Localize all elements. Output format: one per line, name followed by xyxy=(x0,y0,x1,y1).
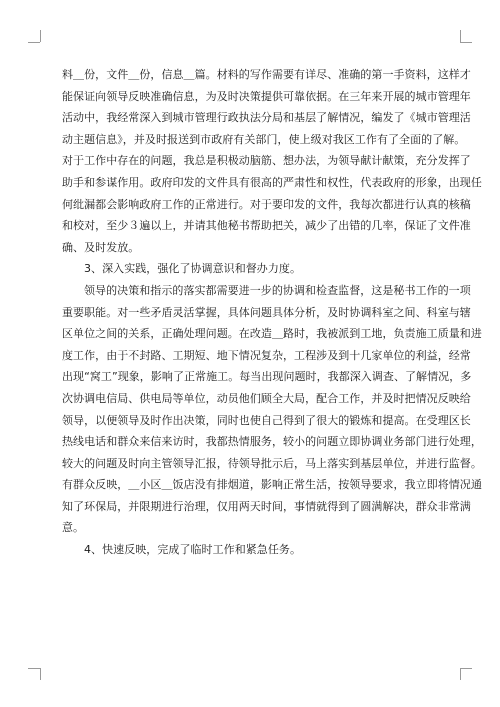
text-line: 助手和参谋作用。政府印发的文件具有很高的严肃性和权性，代表政府的形象，出现任 xyxy=(62,175,482,189)
crop-mark-top-left xyxy=(40,30,41,42)
text-line: 意。 xyxy=(62,521,85,535)
crop-mark-top-right xyxy=(460,30,461,42)
text-line: 出现“窝工”现象，影响了正常施工。每当出现问题时，我都深入调查、了解情况，多 xyxy=(62,370,472,384)
crop-mark-bottom-right xyxy=(460,668,461,680)
text-line: 较大的问题及时向主管领导汇报，待领导批示后，马上落实到基层单位，并进行监督。 xyxy=(62,456,482,470)
crop-mark-top-right xyxy=(460,42,472,43)
text-line: 热线电话和群众来信来访时，我都热情服务，较小的问题立即协调业务部门进行处理， xyxy=(62,435,482,449)
text-line: 领导，以便领导及时作出决策，同时也使自己得到了很大的锻炼和提高。在受理区长 xyxy=(62,413,471,427)
text-line: 领导的决策和指示的落实都需要进一步的协调和检查监督，这是秘书工作的一项 xyxy=(84,283,471,297)
text-line: 和校对，至少３遍以上，并请其他秘书帮助把关，减少了出错的几率，保证了文件准 xyxy=(62,219,471,233)
text-line: 动主题信息》，并及时报送到市政府有关部门，使上级对我区工作有了全面的了解。 xyxy=(62,132,466,146)
crop-mark-top-left xyxy=(28,42,40,43)
text-line: 有群众反映，＿小区＿饭店没有排烟道，影响正常生活，按领导要求，我立即将情况通 xyxy=(62,478,482,492)
text-line: 度工作，由于不封路、工期短、地下情况复杂，工程涉及到十几家单位的利益，经常 xyxy=(62,348,471,362)
document-body xyxy=(62,64,482,561)
text-line: 活动中，我经常深入到城市管理行政执法分局和基层了解情况，编发了《城市管理活 xyxy=(62,111,471,125)
text-line: 何纰漏都会影响政府工作的正常进行。对于要印发的文件，我每次都进行认真的核稿 xyxy=(62,197,471,211)
crop-mark-bottom-left xyxy=(28,668,40,669)
text-line: 能保证向领导反映准确信息，为及时决策提供可靠依据。在三年来开展的城市管理年 xyxy=(62,89,471,103)
text-line: 对于工作中存在的问题，我总是积极动脑筋、想办法，为领导献计献策，充分发挥了 xyxy=(62,154,471,168)
section-heading: 3、深入实践，强化了协调意识和督办力度。 xyxy=(84,262,301,276)
text-line: 知了环保局，并限期进行治理，仅用两天时间，事情就得到了圆满解决，群众非常满 xyxy=(62,499,471,513)
text-line: 区单位之间的关系，正确处理问题。在改造＿路时，我被派到工地，负责施工质量和进 xyxy=(62,327,482,341)
text-line: 次协调电信局、供电局等单位，动员他们顾全大局，配合工作，并及时把情况反映给 xyxy=(62,391,471,405)
text-line: 料＿份，文件＿份，信息＿篇。材料的写作需要有详尽、准确的第一手资料，这样才 xyxy=(62,68,471,81)
section-heading: 4、快速反映，完成了临时工作和紧急任务。 xyxy=(84,543,301,557)
crop-mark-bottom-left xyxy=(40,668,41,680)
crop-mark-bottom-right xyxy=(460,668,472,669)
text-line: 重要职能。对一些矛盾灵活掌握，具体问题具体分析，及时协调科室之间、科室与辖 xyxy=(62,305,471,319)
text-line: 确、及时发放。 xyxy=(62,240,140,254)
